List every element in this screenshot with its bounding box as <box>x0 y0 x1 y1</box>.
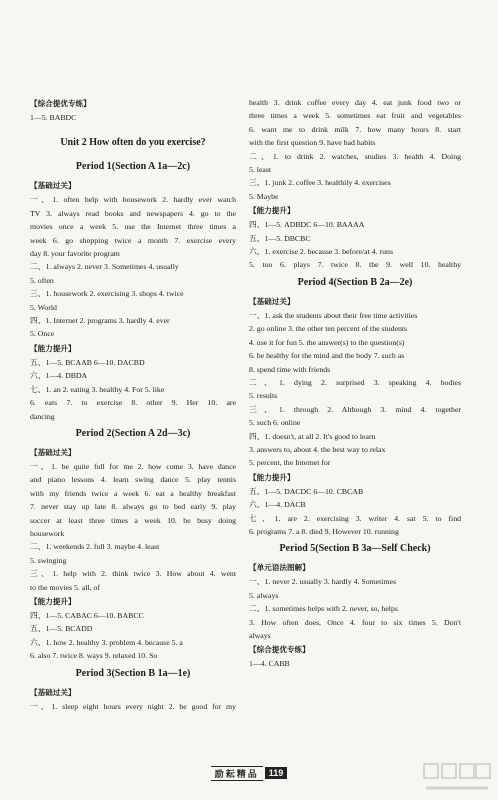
answer-line: always <box>249 631 271 640</box>
section-header: 【基础过关】 <box>30 181 76 191</box>
answer-line: 一、1. often help with housework 2. hardly ever watch <box>30 195 236 205</box>
answer-line: 3. answers to, about 4. the best way to relax <box>249 444 386 454</box>
answer-line: 7. never stay up late 8. always go to bed early 9. play <box>30 502 236 512</box>
answer-line: 七、1. are 2. exercising 3. writer 4. sat 5. to find <box>249 513 461 523</box>
answer-line: 3. How often does, Once 4. four to six times 5. Don't <box>249 617 461 627</box>
answer-line: 5. least <box>249 165 272 175</box>
section-header: 【能力提升】 <box>249 206 295 216</box>
answer-line: 5. such 6. online <box>249 418 301 428</box>
left-column <box>30 96 236 713</box>
right-column <box>249 96 461 671</box>
answer-line: day 8. your favorite program <box>30 249 120 259</box>
answer-line: 一、1. sleep eight hours every night 2. be good for my <box>30 701 236 711</box>
answer-line: 五、1—5. BCADD <box>30 624 93 634</box>
answer-line: 四、1—5. ADBDC 6—10. BAAAA <box>249 220 365 230</box>
answer-line: 5. results <box>249 391 278 401</box>
answer-line: 5. percent, the Internet for <box>249 458 331 468</box>
answer-line: 六、1. how 2. healthy 3. problem 4. because 5. a <box>30 637 183 647</box>
answer-line: three times a week 5. sometimes eat fruit and vegetables <box>249 111 461 121</box>
answer-line: to the movies 5. all, of <box>30 582 100 592</box>
answer-line: 8. spend time with friends <box>249 364 331 374</box>
section-header: 【综合提优专练】 <box>30 99 91 108</box>
answer-line: 6. want me to drink milk 7. how many hours 8. start <box>249 124 461 134</box>
answer-line: week 6. go shopping twice a month 7. exercise every <box>30 235 236 245</box>
answer-line: 5. too 6. plays 7. twice 8. the 9. well 10. healthy <box>249 260 461 270</box>
answer-line: 四、1. Internet 2. programs 3. hardly 4. ever <box>30 316 170 326</box>
period-title: Period 1(Section A 1a—2c) <box>75 161 191 173</box>
answer-line: 5. World <box>30 302 57 312</box>
answer-line: 二、1. dying 2. surprised 3. speaking 4. bodies <box>249 377 461 387</box>
answer-line: housework <box>30 528 65 538</box>
answer-line: 一、1. ask the students about their free time activities <box>249 310 418 320</box>
answer-line: 二、1. always 2. never 3. Sometimes 4. usually <box>30 262 179 272</box>
answer-line: 6. be healthy for the mind and the body 7. such as <box>249 351 405 361</box>
section-header: 【基础过关】 <box>30 447 76 457</box>
answer-line: 四、1—5. CABAC 6—10. BABCC <box>30 610 144 620</box>
page-number: 119 <box>265 767 288 779</box>
answer-line: 六、1. exercise 2. because 3. before/at 4. runs <box>249 247 393 257</box>
answer-line: dancing <box>30 411 55 421</box>
answer-line: 1—5. BABDC <box>30 113 77 122</box>
answer-line: with the first question 9. have bad habits <box>249 138 376 148</box>
answer-line: health 3. drink coffee every day 4. eat junk food two or <box>249 98 461 107</box>
answer-line: 二、1. to drink 2. watches, studies 3. health 4. Doing <box>249 151 461 161</box>
period-title: Period 3(Section B 1a—1e) <box>75 667 191 679</box>
answer-line: 5. swinging <box>30 555 67 565</box>
period-title: Period 4(Section B 2a—2e) <box>297 276 413 288</box>
section-header: 【基础过关】 <box>249 296 295 306</box>
answer-line: 五、1—5. DACDC 6—10. CBCAB <box>249 486 364 496</box>
period-title: Period 2(Section A 2d—3c) <box>75 427 191 439</box>
answer-line: 6. programs 7. a 8. died 9. However 10. running <box>249 526 399 536</box>
section-header: 【基础过关】 <box>30 687 76 697</box>
answer-line: 5. often <box>30 275 54 285</box>
answer-line: 四、1. doesn't, at all 2. It's good to learn <box>249 431 376 441</box>
section-header: 【能力提升】 <box>249 472 295 482</box>
unit-title: Unit 2 How often do you exercise? <box>60 137 206 149</box>
answer-line: 5. Once <box>30 329 55 339</box>
answer-line: 一、1. be quite full for me 2. how come 3. have dance <box>30 461 236 471</box>
answer-line: 七、1. an 2. eating 3. healthy 4. For 5. like <box>30 384 165 394</box>
answer-line: 5. always <box>249 590 279 600</box>
spacer <box>30 124 236 130</box>
answer-line: 二、1. sometimes helps with 2. never, so, helps <box>249 604 398 614</box>
answer-line: 4. use it for fun 5. the answer(s) to the question(s) <box>249 337 405 347</box>
answer-line: 六、1—4. DBDA <box>30 371 88 381</box>
answer-line: 一、1. never 2. usually 3. hardly 4. Sometimes <box>249 577 397 587</box>
answer-line: 六、1—4. DACB <box>249 500 306 510</box>
section-header: 【能力提升】 <box>30 596 76 606</box>
answer-line: TV 3. always read books and newspapers 4. go to the <box>30 208 236 218</box>
answer-line: 三、1. through 2. Although 3. mind 4. together <box>249 404 461 414</box>
answer-line: soccer at least three times a week 10. be busy doing <box>30 515 236 525</box>
section-header: 【单元语法图解】 <box>249 563 310 573</box>
answer-line: 三、1. help with 2. think twice 3. How about 4. went <box>30 569 236 579</box>
answer-line: with my friends twice a week 6. eat a healthy breakfast <box>30 488 236 498</box>
answer-line: 二、1. weekends 2. full 3. maybe 4. least <box>30 542 160 552</box>
section-header: 【能力提升】 <box>30 343 76 353</box>
watermark-logo-icon <box>422 762 492 796</box>
answer-line: 6. also 7. twice 8. ways 9. relaxed 10. So <box>30 651 158 661</box>
answer-line: movies once a week 5. use the Internet three times a <box>30 222 236 232</box>
answer-line: 6. eats 7. to exercise 8. other 9. Her 10. are <box>30 398 236 408</box>
answer-line: 5. Maybe <box>249 191 279 201</box>
answer-line: 五、1—5. BCAAB 6—10. DACBD <box>30 357 145 367</box>
answer-line: and piano lessons 4. learn swing dance 5. play tennis <box>30 475 236 485</box>
answer-line: 三、1. junk 2. coffee 3. healthily 4. exercises <box>249 178 391 188</box>
footer-brand: 励耘精品 <box>211 766 263 781</box>
answer-line: 2. go online 3. the other ten percent of the students <box>249 324 408 334</box>
period-title: Period 5(Section B 3a—Self Check) <box>279 543 431 555</box>
answer-line: 1—4. CABB <box>249 659 290 669</box>
answer-line: 三、1. housework 2. exercising 3. shops 4. twice <box>30 289 184 299</box>
answer-line: 五、1—5. DBCBC <box>249 233 311 243</box>
section-header: 【综合提优专练】 <box>249 645 310 655</box>
